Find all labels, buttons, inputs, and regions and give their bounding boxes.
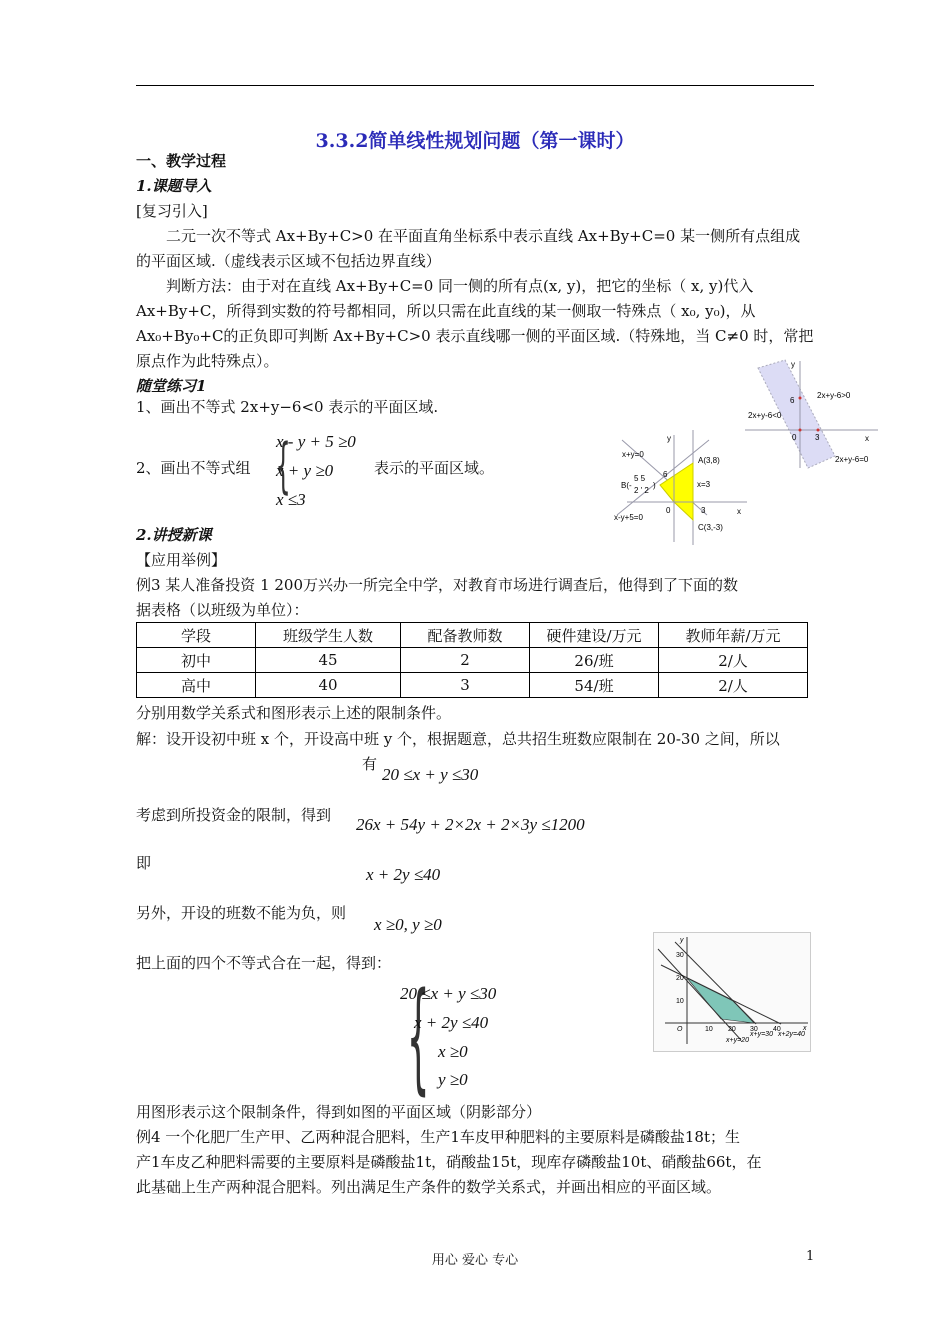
label-x-plus-y: x+y=0: [622, 450, 644, 459]
table-cell: 2/人: [659, 673, 808, 698]
text-line: 把上面的四个不等式合在一起，得到：: [136, 954, 392, 972]
text-line: 另外，开设的班数不能为负，则: [136, 904, 347, 922]
tick-6: 6: [663, 470, 668, 479]
table-cell: 初中: [137, 648, 256, 673]
x-label: x: [803, 1025, 807, 1032]
brace: {: [406, 968, 430, 1107]
subsection-heading: 2.讲授新课: [136, 526, 212, 544]
section-heading: 一、教学过程: [136, 152, 227, 170]
system-line: 20 ≤x + y ≤30: [400, 984, 497, 1003]
example-4-line: 此基础上生产两种混合肥料。列出满足生产条件的数学关系式，并画出相应的平面区域。: [136, 1178, 722, 1196]
text-line: 考虑到所投资金的限制，得到: [136, 806, 332, 824]
table-cell: 高中: [137, 673, 256, 698]
system-line: x - y + 5 ≥0: [276, 432, 356, 451]
paragraph-line: 原点作为此特殊点）。: [136, 352, 279, 370]
y-label: y: [791, 360, 795, 369]
figure-feasible-region: [653, 932, 811, 1052]
y-tick: 20: [676, 975, 684, 982]
x-tick: 30: [750, 1026, 758, 1033]
y-tick: 10: [676, 998, 684, 1005]
table-row: [137, 648, 808, 673]
system-line: x ≤3: [276, 490, 306, 509]
figure-triangle: [612, 430, 752, 545]
formula: x + 2y ≤40: [366, 865, 441, 884]
paragraph-line: 二元一次不等式 Ax+By+C>0 在平面直角坐标系中表示直线 Ax+By+C=0 某一侧所有点组成: [166, 227, 801, 245]
label-line-1: x+y=20: [726, 1037, 749, 1044]
tick-6: 6: [790, 396, 795, 405]
subsection-heading: 1.课题导入: [136, 177, 212, 195]
table-row: [137, 673, 808, 698]
column-header: 班级学生人数: [256, 623, 401, 648]
system-line: y ≥0: [438, 1070, 468, 1089]
label-x-minus-y: x-y+5=0: [614, 513, 643, 522]
question-line: 分别用数学关系式和图形表示上述的限制条件。: [136, 704, 452, 722]
point-b-den: 2 ' 2: [634, 486, 649, 495]
solution-line: 解：设开设初中班 x 个，开设高中班 y 个，根据题意，总共招生班数应限制在 20-30 之间，所以: [136, 730, 780, 748]
point-a: A(3,8): [698, 456, 720, 465]
formula: x ≥0, y ≥0: [374, 915, 442, 934]
column-header: 配备教师数: [401, 623, 530, 648]
header-rule: [136, 85, 814, 86]
origin-label: O: [677, 1026, 683, 1033]
label-line-2: x+y=30: [750, 1031, 773, 1038]
text-line: 用图形表示这个限制条件，得到如图的平面区域（阴影部分）: [136, 1103, 542, 1121]
practice-item-1: 1、画出不等式 2x+y−6<0 表示的平面区域.: [136, 398, 439, 416]
y-label: y: [680, 937, 684, 944]
y-label: y: [667, 434, 671, 443]
practice-item-2-suffix: 表示的平面区域。: [374, 459, 495, 477]
table-cell: 3: [401, 673, 530, 698]
tick-3: 3: [815, 433, 820, 442]
y-tick: 30: [676, 952, 684, 959]
x-tick: 10: [705, 1026, 713, 1033]
paragraph-line: Ax₀+By₀+C的正负即可判断 Ax+By+C>0 表示直线哪一侧的平面区域.（特殊地，当 C≠0 时，常把: [136, 327, 814, 345]
apply-label: 【应用举例】: [136, 551, 227, 569]
x-label: x: [737, 507, 741, 516]
tick-3: 3: [701, 506, 706, 515]
example-4-line: 例4 一个化肥厂生产甲、乙两种混合肥料，生产1车皮甲种肥料的主要原料是磷酸盐18t；生: [136, 1128, 740, 1146]
page-title: 3.3.2简单线性规划问题（第一课时）: [315, 130, 635, 152]
formula: 26x + 54y + 2×2x + 2×3y ≤1200: [356, 815, 585, 834]
example-3-line: 例3 某人准备投资 1 200万兴办一所完全中学，对教育市场进行调查后，他得到了下面的数: [136, 576, 739, 594]
brace: {: [275, 431, 291, 501]
practice-item-2-prefix: 2、画出不等式组: [136, 459, 251, 477]
point-b-num: 5 5: [634, 474, 646, 483]
paragraph-line: 的平面区域.（虚线表示区域不包括边界直线）: [136, 252, 441, 270]
text-line: 即: [136, 854, 152, 872]
paragraph-line: Ax+By+C，所得到实数的符号都相同，所以只需在此直线的某一侧取一特殊点（ x₀, y₀)，从: [136, 302, 756, 320]
footer-motto: 用心 爱心 专心: [431, 1253, 519, 1268]
figure-half-plane: [740, 356, 900, 471]
label-eq: 2x+y-6=0: [835, 455, 869, 464]
data-table: [136, 622, 808, 698]
column-header: 硬件建设/万元: [530, 623, 659, 648]
system-line: x + y ≥0: [276, 461, 334, 480]
label-lt: 2x+y-6<0: [748, 411, 782, 420]
origin-label: 0: [792, 433, 797, 442]
review-label: [复习引入]: [136, 202, 208, 220]
x-tick: 20: [728, 1026, 736, 1033]
table-cell: 40: [256, 673, 401, 698]
table-header-row: [137, 623, 808, 648]
label-gt: 2x+y-6>0: [817, 391, 851, 400]
table-cell: 26/班: [530, 648, 659, 673]
x-tick: 40: [773, 1026, 781, 1033]
table-cell: 2/人: [659, 648, 808, 673]
table-cell: 2: [401, 648, 530, 673]
table-cell: 54/班: [530, 673, 659, 698]
x-label: x: [865, 434, 869, 443]
solution-you: 有: [362, 755, 378, 773]
point-b: B(-: [621, 481, 632, 490]
point-c: C(3,-3): [698, 523, 723, 532]
paragraph-line: 判断方法：由于对在直线 Ax+By+C=0 同一侧的所有点(x, y)，把它的坐标（ x, y)代入: [166, 277, 754, 295]
formula: 20 ≤x + y ≤30: [382, 765, 479, 784]
practice-heading: 随堂练习1: [136, 377, 207, 395]
label-line-3: x+2y=40: [778, 1031, 805, 1038]
system-line: x ≥0: [438, 1042, 468, 1061]
table-cell: 45: [256, 648, 401, 673]
example-3-line: 据表格（以班级为单位）：: [136, 601, 309, 619]
column-header: 教师年薪/万元: [659, 623, 808, 648]
point-b-end: ): [653, 481, 656, 490]
system-line: x + 2y ≤40: [414, 1013, 489, 1032]
example-4-line: 产1车皮乙种肥料需要的主要原料是磷酸盐1t，硝酸盐15t，现库存磷酸盐10t、硝酸盐66t，在: [136, 1153, 762, 1171]
label-x-3: x=3: [697, 480, 711, 489]
column-header: 学段: [137, 623, 256, 648]
origin-label: 0: [666, 506, 671, 515]
page-number: 1: [806, 1249, 815, 1264]
